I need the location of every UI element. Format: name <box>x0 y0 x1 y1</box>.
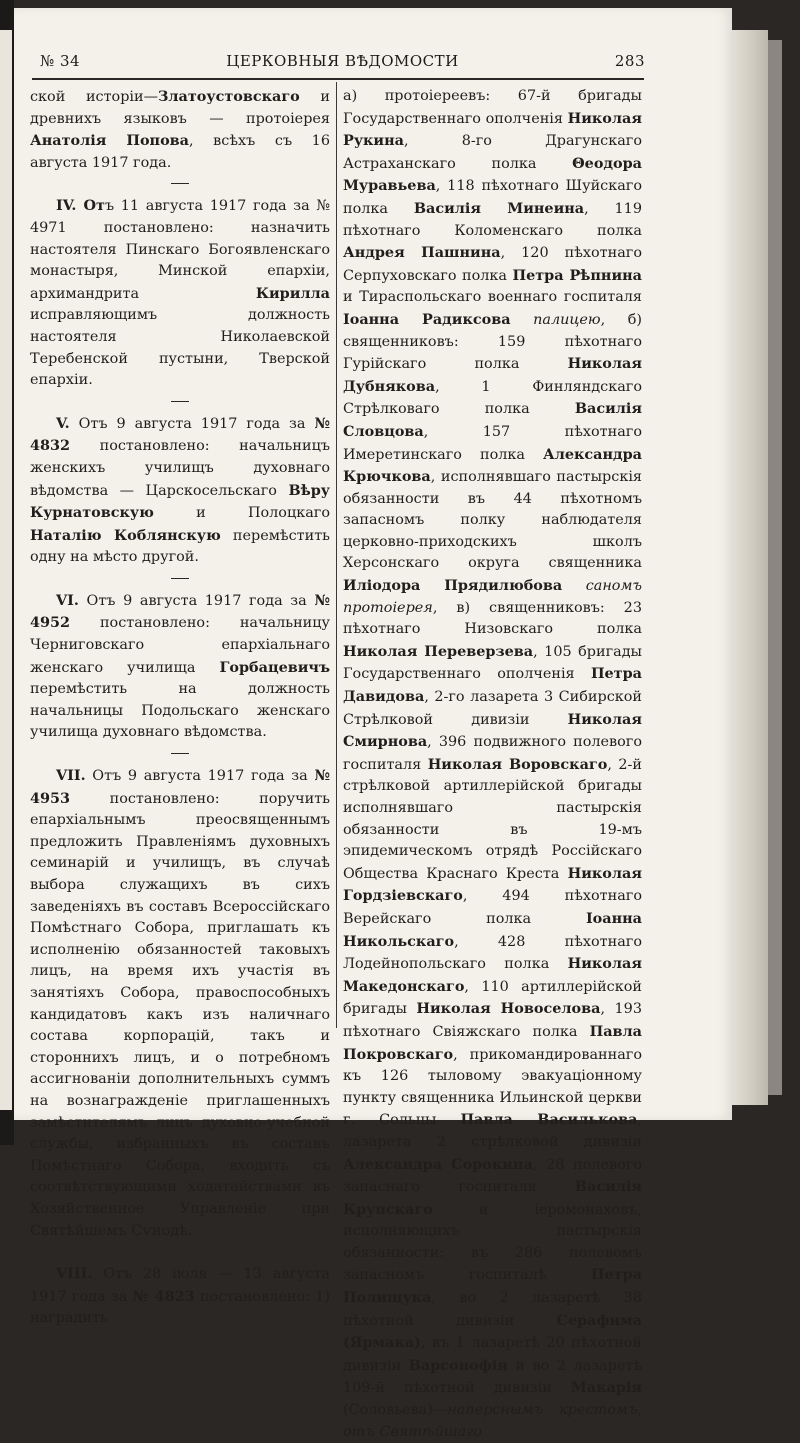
text-run <box>511 312 534 328</box>
text-run: ъ 11 августа 1917 года за № 4971 постановлено: назначить настоятеля Пинскаго Богоявленскаго монастыря, Минской епархіи, архимандрита <box>30 198 331 302</box>
text-run: , 1 Финляндскаго Стрѣлковаго полка <box>343 378 642 418</box>
section-separator <box>171 183 189 184</box>
section-separator <box>171 753 189 754</box>
text-run: (Соловьева)— <box>343 1402 448 1419</box>
bold-text: № 4832 <box>30 414 330 455</box>
text-run: и древнихъ языковъ — протоіерея <box>30 89 330 127</box>
right-column <box>343 86 642 1443</box>
bold-text: VII. <box>56 767 86 785</box>
text-run: , лазарета 2 стрѣлковой дивизіи <box>343 1112 643 1150</box>
bold-text: Николая Дубнякова <box>343 355 642 395</box>
text-run: перемѣстить на должность начальницы Подольскаго женскаго училища духовнаго вѣдомства. <box>30 681 330 741</box>
bold-text: Θеодора Муравьева <box>343 154 642 195</box>
text-run: перемѣстить одну на мѣсто другой. <box>30 527 330 566</box>
text-run: , во 2 лазаретѣ 38 пѣхотной дивизіи <box>343 1290 642 1329</box>
text-run: ской исторіи— <box>30 89 159 105</box>
bold-text: № 4953 <box>30 767 330 807</box>
bold-text: Николая Переверзева <box>343 642 534 660</box>
bold-text: IV. От <box>56 197 105 215</box>
text-run: Отъ 9 августа 1917 года за <box>85 768 315 785</box>
bold-text: Павла Покровскаго <box>343 1022 642 1063</box>
text-run: , б) священниковъ: 159 пѣхотнаго Гурійскаго полка <box>343 311 643 373</box>
text-run: и Тираспольскаго военнаго госпиталя <box>343 289 642 306</box>
bold-text: Василія Минеина <box>413 199 585 217</box>
bold-text: Анатолія Попова <box>30 132 190 150</box>
bold-text: Александра Сорокина <box>343 1155 533 1173</box>
bold-text: Наталію Коблянскую <box>30 526 221 544</box>
bold-text: Павла Василькова <box>460 1111 638 1129</box>
text-run: , 120 пѣхотнаго Серпуховскаго полка <box>343 245 642 284</box>
italic-text: палицею <box>533 311 601 328</box>
text-run: , 8-го Драгунскаго Астраханскаго полка <box>343 133 642 172</box>
text-run: Отъ 9 августа 1917 года за <box>69 415 315 432</box>
bold-text: Александра Крючкова <box>343 445 642 486</box>
journal-title: ЦЕРКОВНЫЯ ВѢДОМОСТИ <box>226 52 459 70</box>
previous-page-edge <box>0 30 12 1110</box>
bold-text: Горбацевичъ <box>219 658 330 676</box>
bold-text: Иліодора Прядилюбова <box>343 577 563 595</box>
book-cover-edge <box>768 40 782 1095</box>
text-run: и Полоцкаго <box>153 505 330 522</box>
text-run: , 157 пѣхотнаго Имеретинскаго полка <box>343 423 642 463</box>
text-run: постановлено: начальницъ женскихъ училищъ духовнаго вѣдомства — Царскосельскаго <box>30 438 330 499</box>
text-run: , 428 пѣхотнаго Лодейнопольскаго полка <box>343 933 642 973</box>
italic-text: наперснымъ крестомъ, отъ Святѣйшаго <box>343 1402 642 1440</box>
bold-text: Василія Словцова <box>343 400 642 440</box>
text-run: постановлено: 1) наградить <box>30 1288 330 1327</box>
paragraph-iv <box>30 195 330 391</box>
section-separator <box>171 578 189 579</box>
section-separator <box>171 1251 189 1252</box>
paragraph-v <box>30 413 330 569</box>
page-header <box>40 50 645 76</box>
paragraph-continuation <box>30 86 330 174</box>
text-run: , всѣхъ съ 16 августа 1917 года. <box>30 133 330 171</box>
paragraph-vii <box>30 765 330 1242</box>
text-run: постановлено: начальницу Черниговскаго епархіальнаго женскаго училища <box>30 615 330 676</box>
text-run: Отъ 28 іюля — 13 августа 1917 года за <box>30 1266 330 1305</box>
text-run: и во 2 лазаретѣ 109-й пѣхотной дивизіи <box>343 1357 642 1397</box>
bold-text: Іоанна Никольскаго <box>343 909 642 950</box>
bold-text: Варсонофія <box>408 1356 508 1374</box>
text-run: , в) священниковъ: 23 пѣхотнаго Низовскаго полка <box>343 599 642 638</box>
bold-text: Вѣру Курнатовскую <box>30 481 330 522</box>
text-run: Отъ 9 августа 1917 года за <box>78 592 315 609</box>
bold-text: Николая Гордзіевскаго <box>343 864 642 905</box>
text-run: , въ 1 лазаретѣ 20 пѣхотной дивизіи <box>343 1335 642 1374</box>
bold-text: VI. <box>56 591 79 609</box>
bold-text: № 4952 <box>30 591 330 632</box>
text-run <box>562 578 585 594</box>
bold-text: Кирилла <box>255 284 330 302</box>
text-run: постановлено: поручить епархіальнымъ преосвященнымъ предложить Правленіямъ духовныхъ семинарій и училищъ, въ случаѣ выбора служащихъ въ сихъ заведеніяхъ въ составъ Всероссійскаго Помѣстнаго Собора, приглашать къ исполненію обязанностей таковыхъ лицъ, на время ихъ участія въ занятіяхъ Собора, правоспособныхъ кандидатовъ какъ изъ наличнаго состава корпорацій, такъ и стороннихъ лицъ, и о потребномъ ассигнованіи дополнительныхъ суммъ на вознагражденіе приглашенныхъ замѣстителямъ лицъ духовно-учебной службы, избранныхъ въ составъ Помѣстнаго Собора, входить съ соотвѣтствующими ходатайствами въ Хозяйственное Управленіе при Святѣйшемъ Сѵнодѣ. <box>30 790 330 1239</box>
page-number: 283 <box>614 52 645 70</box>
text-run: , 396 подвижного полевого госпиталя <box>343 734 642 773</box>
text-run: а) протоіереевъ: 67-й бригады Государственнаго ополченія <box>343 88 642 127</box>
section-separator <box>171 401 189 402</box>
bold-text: Николая Смирнова <box>343 710 642 751</box>
text-run: исправляющимъ должность настоятеля Николаевской Теребенской пустыни, Тверской епархіи. <box>30 307 330 389</box>
bold-text: Петра Давидова <box>343 665 642 706</box>
text-run: , 110 артиллерійской бригады <box>343 978 642 1018</box>
text-run: , 494 пѣхотнаго Верейскаго полка <box>343 888 642 927</box>
page-stack-edge <box>732 30 768 1105</box>
header-rule <box>32 78 644 80</box>
text-run: , 105 бригады Государственнаго ополченія <box>343 643 643 683</box>
bold-text: Петра Рѣпнина <box>512 266 642 284</box>
bold-text: Андрея Пашнина <box>343 244 501 262</box>
text-run: , 2-го лазарета 3 Сибирской Стрѣлковой дивизіи <box>343 689 642 728</box>
bold-text: Николая Воровскаго <box>427 755 608 773</box>
bold-text: № 4823 <box>132 1287 195 1305</box>
text-run: , 2-й стрѣлковой артиллерійской бригады исполнявшаго пастырскія обязанности въ 19-мъ эпидемическомъ отрядѣ Россійскаго Общества Краснаго Креста <box>343 756 642 882</box>
bold-text: VIII. <box>56 1265 93 1283</box>
bold-text: Николая Рукина <box>343 109 642 150</box>
text-run: , 28 полевого запаснаго госпиталя <box>343 1156 642 1196</box>
text-run: , исполнявшаго пастырскія обязанности въ 44 пѣхотномъ запасномъ полку наблюдателя церковно-приходскихъ школъ Херсонскаго округа священника <box>343 469 642 572</box>
text-run: , 119 пѣхотнаго Коломенскаго полка <box>343 200 642 239</box>
text-run: , 193 пѣхотнаго Свіяжскаго полка <box>343 1001 642 1040</box>
bold-text: Златоустовскаго <box>158 88 300 105</box>
paragraph-viii <box>30 1263 330 1330</box>
text-run: , прикомандированнаго къ 126 тыловому эвакуаціонному пункту священника Ильинской церкви г. Сольцы <box>343 1046 642 1129</box>
bold-text: Василія Крупскаго <box>343 1178 642 1218</box>
bold-text: Іоанна Радиксова <box>343 310 511 328</box>
text-run: и іеромонаховъ, исполняющихъ пастырскія обязанности: въ 286 полевомъ запасномъ госпиталѣ <box>343 1201 642 1284</box>
bold-text: Петра Полищука <box>343 1266 642 1307</box>
text-run: , 118 пѣхотнаго Шуйскаго полка <box>343 178 642 217</box>
bold-text: Николая Новоселова <box>416 1000 601 1018</box>
italic-text: саномъ протоіерея <box>343 578 642 616</box>
left-column <box>30 86 330 1330</box>
bold-text: V. <box>56 414 70 432</box>
paragraph-vi <box>30 590 330 744</box>
paragraph-awards <box>343 86 642 1443</box>
bold-text: Макарія <box>570 1379 642 1397</box>
column-divider <box>336 82 337 1028</box>
bold-text: Николая Македонскаго <box>343 955 642 995</box>
issue-number: № 34 <box>40 52 81 70</box>
bold-text: Серафима (Ярмака) <box>343 1311 642 1352</box>
